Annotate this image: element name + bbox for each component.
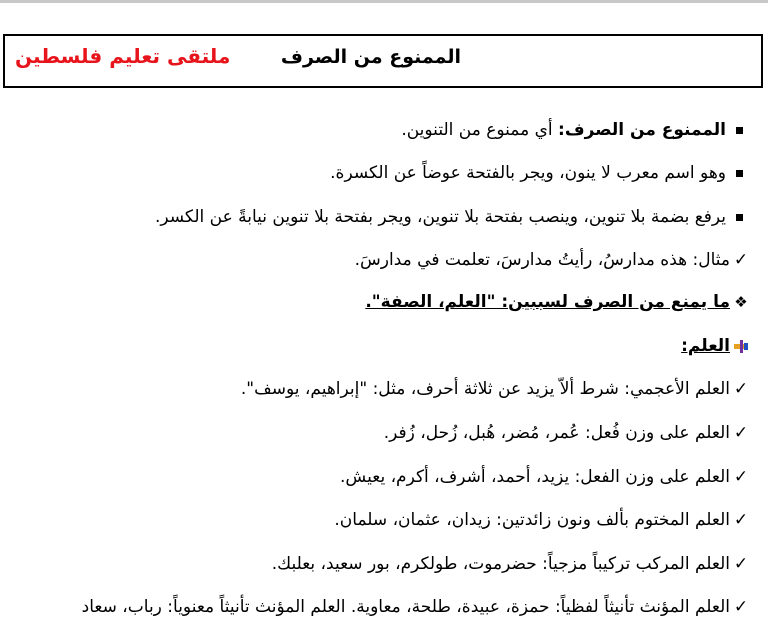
list-item: [40, 377, 752, 401]
bullet-text: وهو اسم معرب لا ينون، ويجر بالفتحة عوضاً عن الكسرة.: [330, 163, 726, 183]
bullet-bold: الممنوع من الصرف:: [558, 120, 726, 140]
checkmark-icon: ✓: [733, 597, 749, 617]
list-item: [40, 552, 752, 576]
bullet-line-3: [40, 205, 752, 229]
pointing-hand-icon: [730, 334, 752, 358]
list-item-text: العلم على وزن الفعل: يزيد، أحمد، أشرف، أكرم، يعيش.: [340, 467, 730, 487]
brand-name: ملتقى تعليم فلسطين: [15, 44, 231, 68]
four-diamond-icon: ❖: [734, 293, 748, 311]
list-item: [40, 508, 752, 532]
page-title: الممنوع من الصرف: [280, 46, 461, 68]
list-item-text: العلم الأعجمي: شرط ألاّ يزيد عن ثلاثة أحرف، مثل: "إبراهيم، يوسف".: [240, 379, 730, 399]
list-item: [40, 421, 752, 445]
bullet-line-1: [40, 118, 752, 142]
section-heading: ما يمنع من الصرف لسببين: "العلم، الصفة".: [365, 292, 730, 312]
list-item-text: العلم المختوم بألف ونون زائدتين: زيدان، عثمان، سلمان.: [334, 510, 730, 530]
subheading: العلم:: [681, 336, 730, 356]
checkmark-icon: ✓: [733, 250, 749, 270]
section-heading-line: [40, 290, 752, 314]
list-item: [40, 595, 752, 619]
checkmark-icon: ✓: [733, 423, 749, 443]
bullet-line-2: [40, 161, 752, 185]
list-item: [40, 465, 752, 489]
checkmark-icon: ✓: [733, 510, 749, 530]
square-bullet-icon: [736, 170, 743, 177]
bullet-text: أي ممنوع من التنوين.: [401, 120, 559, 140]
checkmark-icon: ✓: [733, 467, 749, 487]
checkmark-icon: ✓: [733, 379, 749, 399]
subheading-line: [40, 334, 752, 358]
example-line: [40, 248, 752, 272]
list-item-text: العلم المركب تركيباً مزجياً: حضرموت، طولكرم، بور سعيد، بعلبك.: [271, 554, 730, 574]
square-bullet-icon: [736, 127, 743, 134]
list-item-text: العلم المؤنث تأنيثاً لفظياً: حمزة، عبيدة، طلحة، معاوية. العلم المؤنث تأنيثاً معنوياً: رباب، سعاد: [81, 597, 730, 617]
list-item-text: العلم على وزن فُعل: عُمر، مُضر، هُبل، زُحل، زُفر.: [383, 423, 730, 443]
checkmark-icon: ✓: [733, 554, 749, 574]
square-bullet-icon: [736, 214, 743, 221]
bullet-text: يرفع بضمة بلا تنوين، وينصب بفتحة بلا تنوين، ويجر بفتحة بلا تنوين نيابةً عن الكسر.: [154, 207, 726, 227]
example-text: مثال: هذه مدارسُ، رأيتُ مدارسَ، تعلمت في مدارسَ.: [354, 250, 730, 270]
